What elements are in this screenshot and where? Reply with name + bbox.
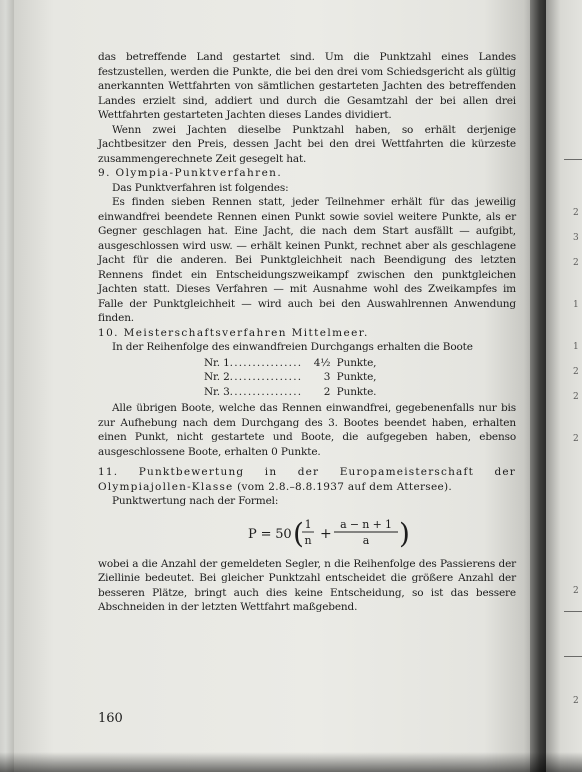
points-formula [98, 513, 516, 553]
paragraph: das betreffende Land gestartet sind. Um die Punktzahl eines Landes festzustellen, werden die Punkte, die bei den drei vom Schiedsgericht als gültig anerkannten Wettfahrten von sämtlichen gestarteten Jachten des betreffenden Landes erzielt sind, addiert und durch die Gesamtzahl der bei allen drei Wettfahrten gestarteten Jachten dieses Landes dividiert. [98, 51, 516, 121]
paragraph: In der Reihenfolge des einwandfreien Durchgangs erhalten die Boote [112, 341, 473, 353]
left-page-edge [0, 0, 14, 772]
score-table [204, 356, 376, 400]
book-gutter [530, 0, 546, 772]
ruled-line [564, 611, 582, 612]
next-page-fragment: 2 [573, 367, 579, 377]
formula-plus: + [320, 525, 332, 542]
formula-frac1-denominator: n [304, 533, 312, 547]
boat-number: Nr. 1 [204, 356, 230, 369]
paragraph: Es finden sieben Rennen statt, jeder Teilnehmer erhält für das jeweilig einwandfrei beendete Rennen einen Punkt sowie soviel weitere Punkte, als er Gegner geschlagen hat. Eine Jacht, die nach dem Start ausfällt — aufgibt, ausgeschlossen wird usw. — erhält keinen Punkt, rechnet aber als geschlagene Jacht für die anderen. Bei Punktgleichheit nach Beendigung des letzten Rennens findet ein Entscheidungszweikampf zwischen den punktgleichen Jachten statt. Dieses Verfahren — mit Ausnahme wohl des Zweikampfes im Falle der Punktgleichheit — wird auch bei den Auswahlrennen Anwendung finden. [98, 196, 516, 324]
paragraph: Wenn zwei Jachten dieselbe Punktzahl haben, so erhält derjenige Jachtbesitzer den Preis, dessen Jacht bei den drei Wettfahrten die kürzeste zusammengerechnete Zeit gesegelt hat. [98, 123, 516, 165]
next-page-fragment: 1 [573, 342, 579, 352]
formula-graphic [98, 513, 516, 553]
points-value: 4½ [313, 356, 331, 369]
formula-left-paren: ( [293, 516, 304, 550]
paragraph: wobei a die Anzahl der gemeldeten Segler, n die Reihenfolge des Passierens der Ziellinie bedeutet. Bei gleicher Punktzahl entscheidet die größere Anzahl der besseren Plätze, bringt auch dies keine Entscheidung, so ist das bessere Abschneiden in der letzten Wettfahrt maßgebend. [98, 557, 516, 613]
page-body [98, 50, 516, 615]
points-unit: Punkte, [336, 356, 377, 369]
formula-lhs: P = 50 [248, 526, 292, 542]
section-heading: 10. Meisterschaftsverfahren Mittelmeer. [98, 326, 369, 339]
ruled-line [564, 656, 582, 657]
next-page-fragment: 2 [573, 586, 579, 596]
section-heading-date: (vom 2.8.–8.8.1937 auf dem Attersee). [233, 480, 453, 493]
next-page-fragment: 2 [573, 434, 579, 444]
dot-leader: ................ [229, 371, 303, 383]
dot-leader: ................ [229, 385, 303, 398]
formula-right-paren: ) [399, 516, 410, 550]
page-number: 160 [98, 711, 123, 726]
formula-frac1-numerator: 1 [304, 517, 312, 531]
paragraph: Punktwertung nach der Formel: [112, 495, 279, 507]
section-heading: 9. Olympia-Punktverfahren. [98, 167, 283, 179]
formula-frac2-numerator: a − n + 1 [340, 517, 392, 531]
points-value: 3 [323, 371, 331, 383]
next-page-fragment: 2 [573, 696, 579, 706]
section-heading [98, 465, 516, 494]
score-row [204, 385, 376, 400]
boat-number: Nr. 3 [204, 385, 230, 398]
score-row [204, 370, 376, 385]
points-unit: Punkte, [336, 371, 377, 383]
section-heading-title: 11. Punktbewertung in der Europameisterschaft der Olympiajollen-Klasse [98, 466, 516, 493]
next-page-fragment: 2 [573, 258, 579, 268]
points-unit: Punkte. [336, 385, 377, 398]
formula-frac2-denominator: a [362, 533, 370, 547]
next-page-fragment: 2 [573, 392, 579, 402]
next-page-fragment: 2 [573, 208, 579, 218]
points-value: 2 [323, 385, 331, 398]
paragraph: Das Punktverfahren ist folgendes: [112, 181, 289, 194]
ruled-line [564, 159, 582, 160]
bottom-shadow [0, 752, 582, 772]
next-page-edge [546, 0, 582, 772]
next-page-fragment: 3 [573, 233, 579, 243]
boat-number: Nr. 2 [204, 371, 230, 383]
paragraph: Alle übrigen Boote, welche das Rennen einwandfrei, gegebenenfalls nur bis zur Aufhebung nach dem Durchgang des 3. Bootes beendet haben, erhalten einen Punkt, nicht gestartete und Boote, die aufgegeben haben, ebenso ausgeschlossene Boote, erhalten 0 Punkte. [98, 402, 516, 458]
dot-leader: ................ [229, 356, 303, 369]
next-page-fragment: 1 [573, 300, 579, 310]
score-row [204, 356, 376, 371]
